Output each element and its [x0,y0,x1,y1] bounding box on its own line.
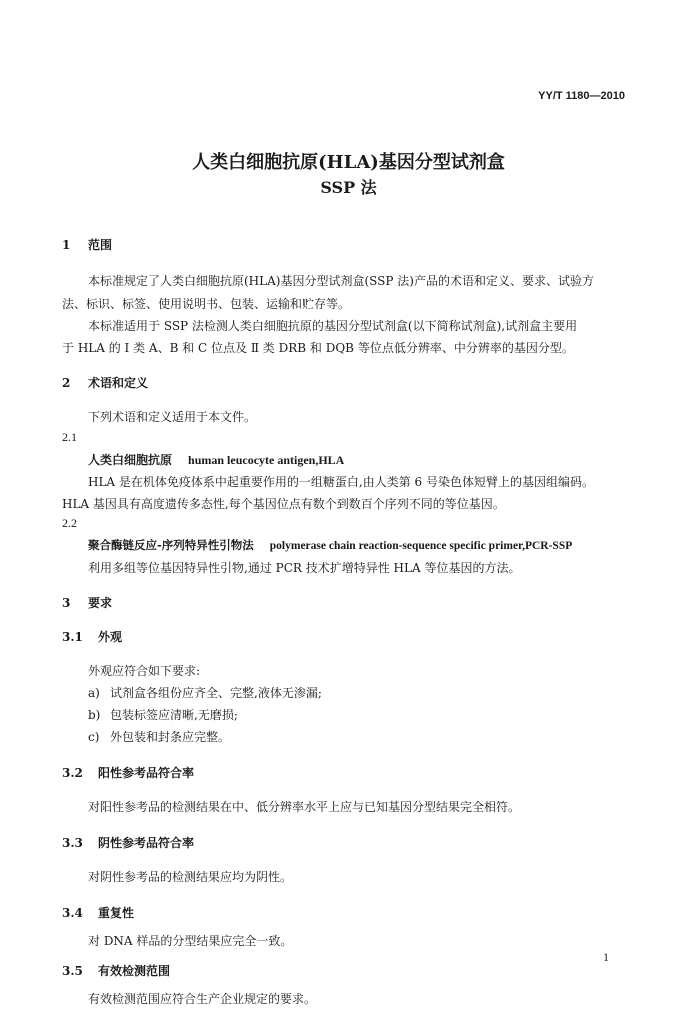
section-2-heading [62,374,148,391]
subsection-number: 3.5 [62,964,83,978]
subsection-3-2-heading [62,764,194,781]
page-number: 1 [603,950,609,964]
detection-range-text: 有效检测范围应符合生产企业规定的要求。 [88,992,317,1006]
list-text: 试剂盒各组份应齐全、完整,液体无渗漏; [110,686,322,700]
subsection-3-4-heading [62,904,134,921]
section-3-heading [62,594,112,611]
standard-number: YY/T 1180—2010 [538,90,625,102]
subsection-number: 3.1 [62,630,83,644]
subsection-number: 3.4 [62,906,83,920]
list-item [88,706,238,723]
subsection-3-5-heading [62,962,170,979]
term-2-2-definition: 利用多组等位基因特异性引物,通过 PCR 技术扩增特异性 HLA 等位基因的方法。 [88,561,521,575]
document-subtitle: SSP 法 [320,178,377,197]
subsection-title: 有效检测范围 [98,964,171,978]
term-chinese: 聚合酶链反应-序列特异性引物法 [88,538,254,552]
section-title: 范围 [88,238,113,252]
section-1-heading [62,236,112,253]
subsection-title: 外观 [98,630,123,644]
subsection-3-3-heading [62,834,194,851]
positive-reference-text: 对阳性参考品的检测结果在中、低分辨率水平上应与已知基因分型结果完全相符。 [88,800,521,814]
section-number: 2 [62,376,71,390]
subsection-number: 3.2 [62,766,83,780]
subsection-title: 阳性参考品符合率 [98,766,195,780]
term-2-2-number: 2.2 [62,516,77,530]
scope-paragraph-2-line-1: 本标准适用于 SSP 法检测人类白细胞抗原的基因分型试剂盒(以下简称试剂盒),试剂盒主要用 [88,319,578,333]
list-item [88,684,322,701]
term-2-1 [88,451,344,468]
list-marker: b) [88,708,101,722]
section-number: 3 [62,596,71,610]
term-2-1-definition-line-1: HLA 是在机体免疫体系中起重要作用的一组糖蛋白,由人类第 6 号染色体短臂上的基因组编码。 [88,475,594,489]
subsection-title: 重复性 [98,906,135,920]
scope-paragraph-2-line-2: 于 HLA 的 Ⅰ 类 A、B 和 C 位点及 Ⅱ 类 DRB 和 DQB 等位点低分辨率、中分辨率的基因分型。 [62,341,574,355]
term-2-1-definition-line-2: HLA 基因具有高度遗传多态性,每个基因位点有数个到数百个序列不同的等位基因。 [62,497,505,511]
section-title: 术语和定义 [88,376,149,390]
subsection-number: 3.3 [62,836,83,850]
list-text: 外包装和封条应完整。 [110,730,231,744]
scope-paragraph-1-line-1: 本标准规定了人类白细胞抗原(HLA)基因分型试剂盒(SSP 法)产品的术语和定义、要求、试验方 [88,274,594,288]
term-2-1-number: 2.1 [62,430,77,444]
section-number: 1 [62,238,71,252]
terms-intro: 下列术语和定义适用于本文件。 [88,410,257,424]
list-marker: a) [88,686,100,700]
document-title: 人类白细胞抗原(HLA)基因分型试剂盒 [192,152,505,173]
term-english: human leucocyte antigen,HLA [188,453,345,467]
list-item [88,728,230,745]
subsection-title: 阴性参考品符合率 [98,836,195,850]
repeatability-text: 对 DNA 样品的分型结果应完全一致。 [88,934,293,948]
appearance-intro: 外观应符合如下要求: [88,664,201,678]
section-title: 要求 [88,596,113,610]
list-text: 包装标签应清晰,无磨损; [110,708,238,722]
scope-paragraph-1-line-2: 法、标识、标签、使用说明书、包装、运输和贮存等。 [62,297,351,311]
term-chinese: 人类白细胞抗原 [88,453,173,467]
subsection-3-1-heading [62,628,122,645]
term-english: polymerase chain reaction-sequence specific primer,PCR-SSP [269,540,573,552]
term-2-2 [88,537,572,553]
negative-reference-text: 对阴性参考品的检测结果应均为阴性。 [88,870,293,884]
list-marker: c) [88,730,100,744]
